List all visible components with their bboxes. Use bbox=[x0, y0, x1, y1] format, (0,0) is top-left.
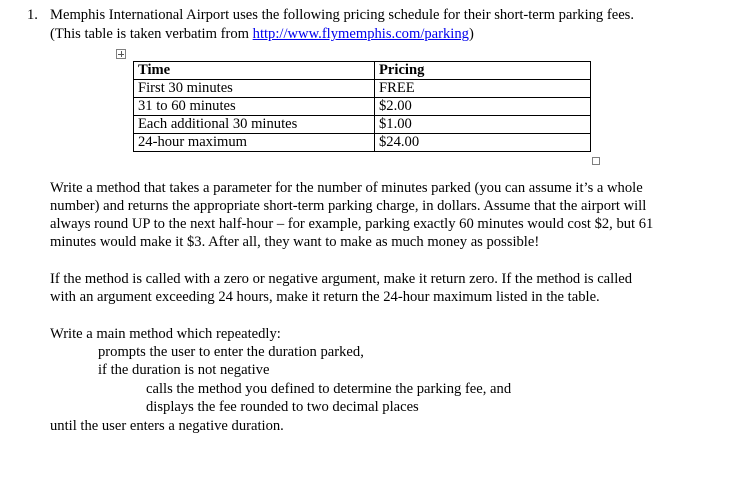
paragraph-3-line: prompts the user to enter the duration parked, bbox=[98, 344, 364, 360]
time-cell: Each additional 30 minutes bbox=[134, 116, 375, 134]
price-cell: $24.00 bbox=[375, 134, 591, 152]
paragraph-1-line: always round UP to the next half-hour – for example, parking exactly 60 minutes would cost $2, but 61 bbox=[50, 216, 654, 232]
time-cell: First 30 minutes bbox=[134, 80, 375, 98]
header-time: Time bbox=[134, 62, 375, 80]
pricing-table bbox=[133, 61, 591, 152]
header-pricing: Pricing bbox=[375, 62, 591, 80]
intro-prefix: (This table is taken verbatim from bbox=[50, 26, 253, 42]
table-row bbox=[134, 134, 591, 152]
table-row bbox=[134, 98, 591, 116]
paragraph-1-line: Write a method that takes a parameter for the number of minutes parked (you can assume it’s a whole bbox=[50, 180, 643, 196]
paragraph-2-line: If the method is called with a zero or negative argument, make it return zero. If the method is called bbox=[50, 271, 633, 287]
paragraph-3-line: until the user enters a negative duration. bbox=[50, 418, 284, 434]
price-cell: $1.00 bbox=[375, 116, 591, 134]
paragraph-3-line: if the duration is not negative bbox=[98, 362, 270, 378]
table-move-handle-icon[interactable] bbox=[116, 49, 126, 59]
intro-suffix: ) bbox=[468, 26, 474, 42]
paragraph-3-line: displays the fee rounded to two decimal places bbox=[146, 399, 419, 415]
paragraph-1-line: minutes would make it $3. After all, they want to make as much money as possible! bbox=[50, 234, 540, 250]
paragraph-2-line: with an argument exceeding 24 hours, make it return the 24-hour maximum listed in the table. bbox=[50, 289, 600, 305]
price-cell: $2.00 bbox=[375, 98, 591, 116]
intro-line-2 bbox=[50, 25, 474, 43]
table-row bbox=[134, 116, 591, 134]
intro-line-1: Memphis International Airport uses the following pricing schedule for their short-term parking fees. bbox=[50, 7, 635, 23]
source-link[interactable]: http://www.flymemphis.com/parking bbox=[252, 26, 469, 42]
price-cell: FREE bbox=[375, 80, 591, 98]
time-cell: 24-hour maximum bbox=[134, 134, 375, 152]
table-header-row bbox=[134, 62, 591, 80]
paragraph-3-line: Write a main method which repeatedly: bbox=[50, 326, 281, 342]
time-cell: 31 to 60 minutes bbox=[134, 98, 375, 116]
paragraph-3-line: calls the method you defined to determine the parking fee, and bbox=[146, 381, 512, 397]
table-resize-handle-icon[interactable] bbox=[592, 157, 600, 165]
table-row bbox=[134, 80, 591, 98]
paragraph-1-line: number) and returns the appropriate short-term parking charge, in dollars. Assume that the airport will bbox=[50, 198, 647, 214]
question-number: 1. bbox=[27, 7, 38, 23]
